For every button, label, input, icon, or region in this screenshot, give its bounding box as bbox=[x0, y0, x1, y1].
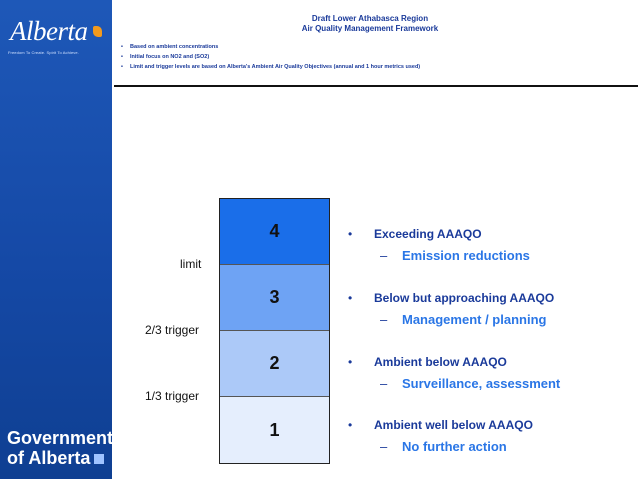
alberta-logo: Alberta bbox=[10, 16, 88, 46]
bullet-icon: • bbox=[348, 291, 353, 305]
government-line-1: Government bbox=[7, 428, 114, 448]
action-response bbox=[348, 248, 628, 264]
level-number: 3 bbox=[269, 287, 280, 307]
dash-icon: – bbox=[380, 312, 388, 327]
dash-icon: – bbox=[380, 439, 388, 454]
limit-label: limit bbox=[180, 257, 202, 271]
level-stack bbox=[219, 198, 330, 464]
action-status bbox=[348, 418, 628, 433]
one-third-trigger-label: 1/3 trigger bbox=[145, 389, 200, 403]
dash-icon: – bbox=[380, 376, 388, 391]
level-4-box bbox=[220, 199, 329, 265]
bullet-icon: • bbox=[348, 355, 353, 369]
action-status-text: Exceeding AAAQO bbox=[374, 227, 482, 241]
government-of-alberta-wordmark bbox=[7, 428, 114, 468]
level-2-box bbox=[220, 331, 329, 397]
slide-title bbox=[250, 14, 490, 34]
intro-bullets bbox=[121, 42, 621, 72]
bullet-icon: • bbox=[348, 418, 353, 432]
square-icon bbox=[94, 454, 104, 464]
action-response-text: No further action bbox=[402, 439, 507, 454]
action-response bbox=[348, 439, 628, 455]
action-response-text: Emission reductions bbox=[402, 248, 530, 263]
dash-icon: – bbox=[380, 248, 388, 263]
action-status bbox=[348, 227, 628, 242]
action-status-text: Ambient well below AAAQO bbox=[374, 418, 533, 432]
intro-bullet: • Based on ambient concentrations bbox=[121, 42, 621, 52]
level-number: 4 bbox=[269, 221, 280, 241]
level-1-box bbox=[220, 397, 329, 463]
bullet-icon: • bbox=[348, 227, 353, 241]
action-item-4 bbox=[348, 227, 628, 264]
intro-bullet: • Initial focus on NO2 and (SO2) bbox=[121, 52, 621, 62]
action-status bbox=[348, 291, 628, 306]
sidebar bbox=[0, 0, 112, 479]
action-response-text: Management / planning bbox=[402, 312, 547, 327]
action-response bbox=[348, 376, 628, 392]
action-item-1 bbox=[348, 418, 628, 455]
action-status-text: Ambient below AAAQO bbox=[374, 355, 507, 369]
level-3-box bbox=[220, 265, 329, 331]
logo-flame-icon bbox=[93, 26, 102, 37]
action-response bbox=[348, 312, 628, 328]
level-number: 2 bbox=[269, 353, 280, 373]
action-status-text: Below but approaching AAAQO bbox=[374, 291, 555, 305]
action-status bbox=[348, 355, 628, 370]
government-line-2 bbox=[7, 448, 111, 468]
two-thirds-trigger-label: 2/3 trigger bbox=[145, 323, 200, 337]
action-item-3 bbox=[348, 291, 628, 328]
government-line-2-text: of Alberta bbox=[7, 448, 91, 468]
title-line-2: Air Quality Management Framework bbox=[301, 24, 439, 33]
action-item-2 bbox=[348, 355, 628, 392]
intro-bullet: • Limit and trigger levels are based on Alberta's Ambient Air Quality Objectives (annual and 1 hour metrics used) bbox=[121, 62, 621, 72]
header-divider bbox=[114, 85, 638, 87]
title-line-1: Draft Lower Athabasca Region bbox=[311, 14, 429, 23]
logo-tagline: Freedom To Create. Spirit To Achieve. bbox=[8, 50, 79, 55]
action-response-text: Surveillance, assessment bbox=[402, 376, 561, 391]
level-number: 1 bbox=[269, 419, 280, 440]
